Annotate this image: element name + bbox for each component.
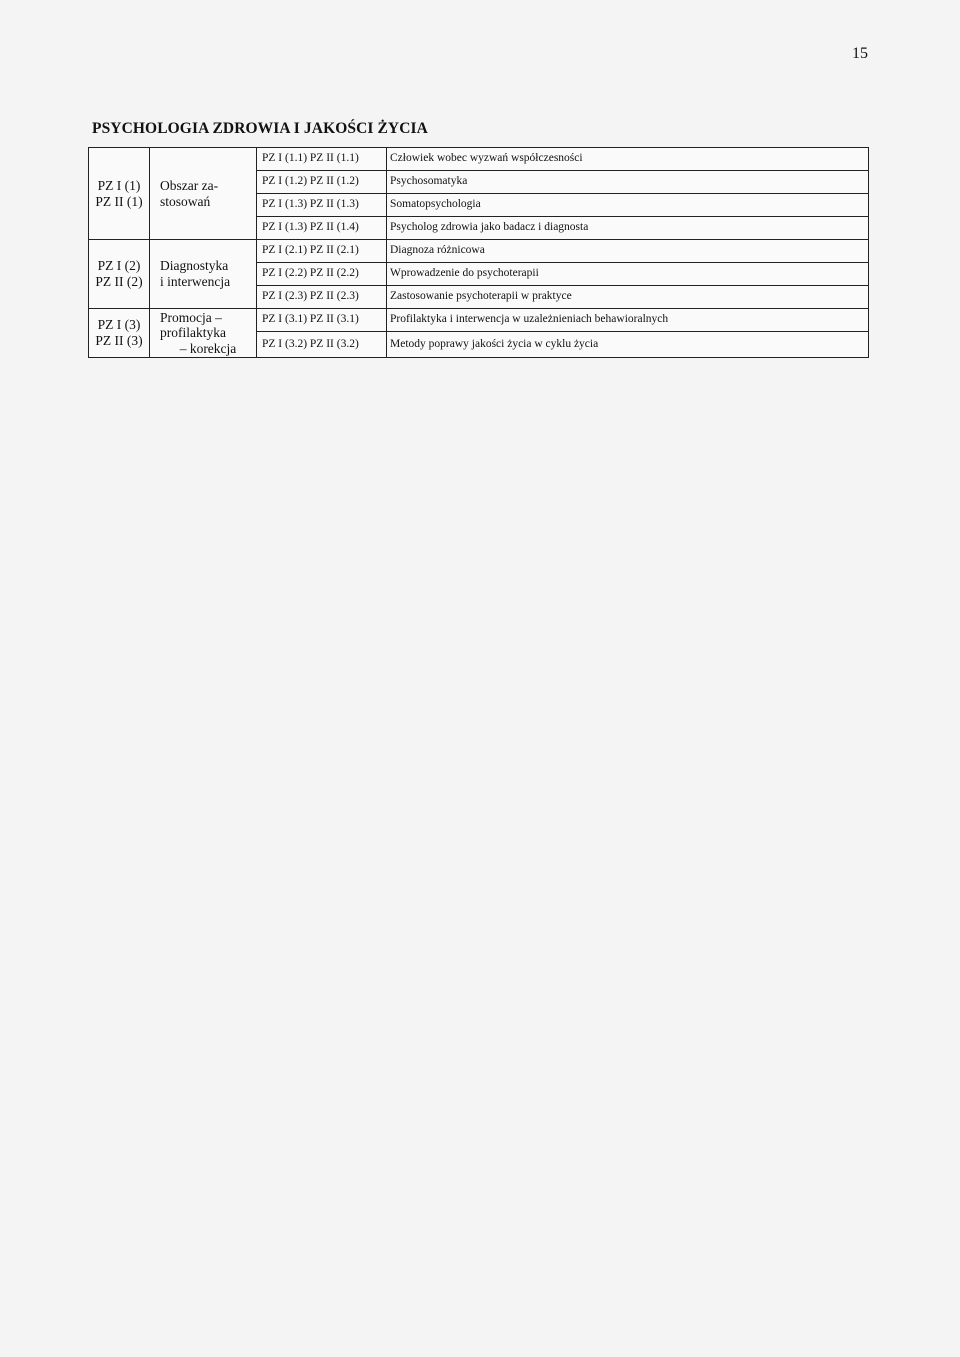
table-row: [89, 148, 869, 171]
group-code-line: PZ I (3): [97, 317, 141, 333]
group-name-line: – korekcja: [179, 340, 237, 356]
group-name-line: Diagnostyka: [160, 258, 229, 274]
group-code-line: PZ I (2): [97, 258, 141, 274]
item-title-cell: Człowiek wobec wyzwań współczesności: [387, 148, 869, 171]
item-code-cell: PZ I (1.2) PZ II (1.2): [257, 171, 387, 194]
group-name-line: i interwencja: [160, 274, 231, 289]
table-row: [89, 240, 869, 263]
item-title-cell: Psycholog zdrowia jako badacz i diagnosta: [387, 217, 869, 240]
group-name-line: Promocja –: [160, 309, 222, 325]
group-code-cell: [89, 309, 150, 358]
item-code-cell: PZ I (3.2) PZ II (3.2): [257, 332, 387, 358]
group-code-line: PZ I (1): [97, 177, 141, 193]
group-code-line: PZ II (3): [95, 333, 143, 348]
item-code-cell: PZ I (3.1) PZ II (3.1): [257, 309, 387, 332]
item-code-cell: PZ I (1.3) PZ II (1.3): [257, 194, 387, 217]
group-code-cell: [89, 240, 150, 309]
group-name-cell: [150, 309, 257, 358]
group-name-line: stosowań: [160, 193, 211, 209]
group-code-line: PZ II (2): [95, 274, 143, 289]
group-name-line: Obszar za-: [160, 177, 219, 193]
group-name-cell: [150, 148, 257, 240]
page-number: 15: [852, 45, 868, 62]
item-code-cell: PZ I (2.3) PZ II (2.3): [257, 286, 387, 309]
item-title-cell: Metody poprawy jakości życia w cyklu życia: [387, 332, 869, 358]
item-code-cell: PZ I (2.1) PZ II (2.1): [257, 240, 387, 263]
curriculum-table: [88, 147, 869, 358]
item-title-cell: Psychosomatyka: [387, 171, 869, 194]
item-code-cell: PZ I (1.1) PZ II (1.1): [257, 148, 387, 171]
item-code-cell: PZ I (1.3) PZ II (1.4): [257, 217, 387, 240]
group-code-line: PZ II (1): [95, 193, 143, 209]
group-code-cell: [89, 148, 150, 240]
item-title-cell: Wprowadzenie do psychoterapii: [387, 263, 869, 286]
document-title: PSYCHOLOGIA ZDROWIA I JAKOŚCI ŻYCIA: [92, 120, 428, 137]
item-title-cell: Somatopsychologia: [387, 194, 869, 217]
group-name-cell: [150, 240, 257, 309]
item-title-cell: Profilaktyka i interwencja w uzależnieniach behawioralnych: [387, 309, 869, 332]
item-title-cell: Diagnoza różnicowa: [387, 240, 869, 263]
group-name-line: profilaktyka: [160, 325, 226, 341]
item-code-cell: PZ I (2.2) PZ II (2.2): [257, 263, 387, 286]
table-row: [89, 309, 869, 332]
item-title-cell: Zastosowanie psychoterapii w praktyce: [387, 286, 869, 309]
